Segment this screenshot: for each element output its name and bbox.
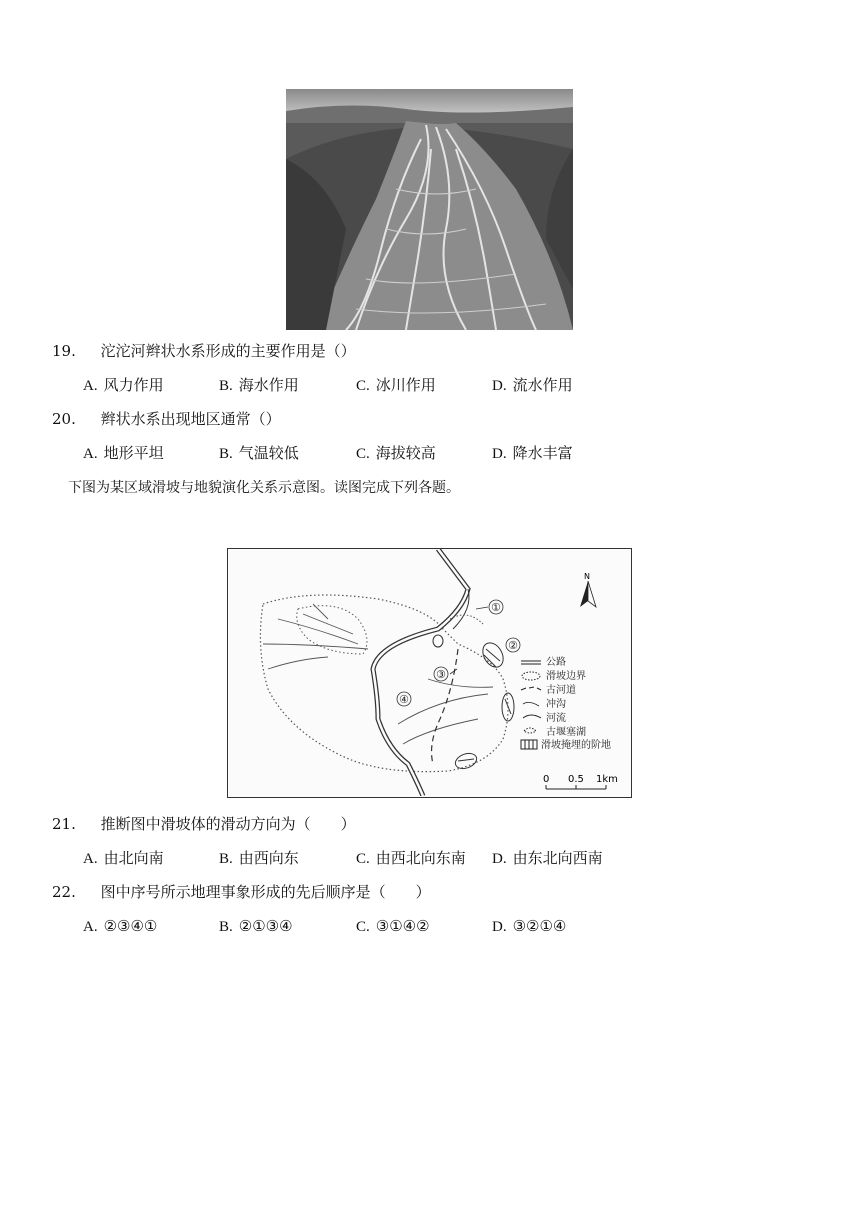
option-c[interactable]: C. ③①④② — [356, 917, 430, 935]
option-d[interactable]: D. 由东北向西南 — [492, 849, 603, 867]
option-a[interactable]: A. 由北向南 — [83, 849, 164, 867]
option-a[interactable]: A. 地形平坦 — [83, 444, 164, 462]
north-arrow — [580, 572, 596, 607]
question-text: 推断图中滑坡体的滑动方向为（ ） — [100, 815, 356, 833]
braided-river-photo — [286, 89, 573, 330]
label-2: ② — [508, 639, 518, 652]
scale-bar — [543, 774, 618, 789]
buried-terraces — [433, 635, 514, 771]
landslide-map — [227, 548, 632, 798]
question-21 — [52, 814, 356, 834]
option-a[interactable]: A. 风力作用 — [83, 376, 164, 394]
question-20 — [52, 409, 281, 429]
option-b[interactable]: B. 海水作用 — [219, 376, 299, 394]
question-text: 沱沱河辫状水系形成的主要作用是（） — [100, 342, 356, 360]
ancient-channel — [432, 649, 458, 764]
option-a[interactable]: A. ②③④① — [83, 917, 158, 935]
legend-buried-terrace: 滑坡掩埋的阶地 — [541, 740, 611, 751]
option-d[interactable]: D. ③②①④ — [492, 917, 567, 935]
legend-gully: 冲沟 — [546, 699, 566, 710]
option-b[interactable]: B. 由西向东 — [219, 849, 299, 867]
question-number: 19. — [52, 342, 76, 360]
option-c[interactable]: C. 由西北向东南 — [356, 849, 466, 867]
option-c[interactable]: C. 海拔较高 — [356, 444, 436, 462]
intro-text: 下图为某区域滑坡与地貌演化关系示意图。读图完成下列各题。 — [68, 480, 460, 496]
svg-text:0: 0 — [543, 774, 550, 785]
option-b[interactable]: B. 气温较低 — [219, 444, 299, 462]
question-number: 22. — [52, 883, 76, 901]
question-19 — [52, 341, 356, 361]
option-d[interactable]: D. 降水丰富 — [492, 444, 573, 462]
legend-river: 河流 — [546, 713, 566, 724]
svg-text:0.5: 0.5 — [568, 774, 584, 785]
question-text: 辫状水系出现地区通常（） — [100, 410, 281, 428]
question-22 — [52, 882, 431, 902]
svg-text:N: N — [584, 572, 590, 581]
option-c[interactable]: C. 冰川作用 — [356, 376, 436, 394]
svg-text:1km: 1km — [596, 774, 618, 785]
option-d[interactable]: D. 流水作用 — [492, 376, 573, 394]
label-1: ① — [491, 601, 501, 614]
question-text: 图中序号所示地理事象形成的先后顺序是（ ） — [100, 883, 431, 901]
question-number: 21. — [52, 815, 76, 833]
legend-ancient-channel: 古河道 — [546, 685, 576, 696]
option-b[interactable]: B. ②①③④ — [219, 917, 293, 935]
label-4: ④ — [399, 693, 409, 706]
label-3: ③ — [436, 668, 446, 681]
landslide-boundary — [260, 595, 508, 772]
legend-dammed-lake: 古堰塞湖 — [546, 727, 586, 738]
legend-landslide-boundary: 滑坡边界 — [546, 671, 586, 682]
legend-road: 公路 — [546, 657, 566, 668]
question-number: 20. — [52, 410, 76, 428]
